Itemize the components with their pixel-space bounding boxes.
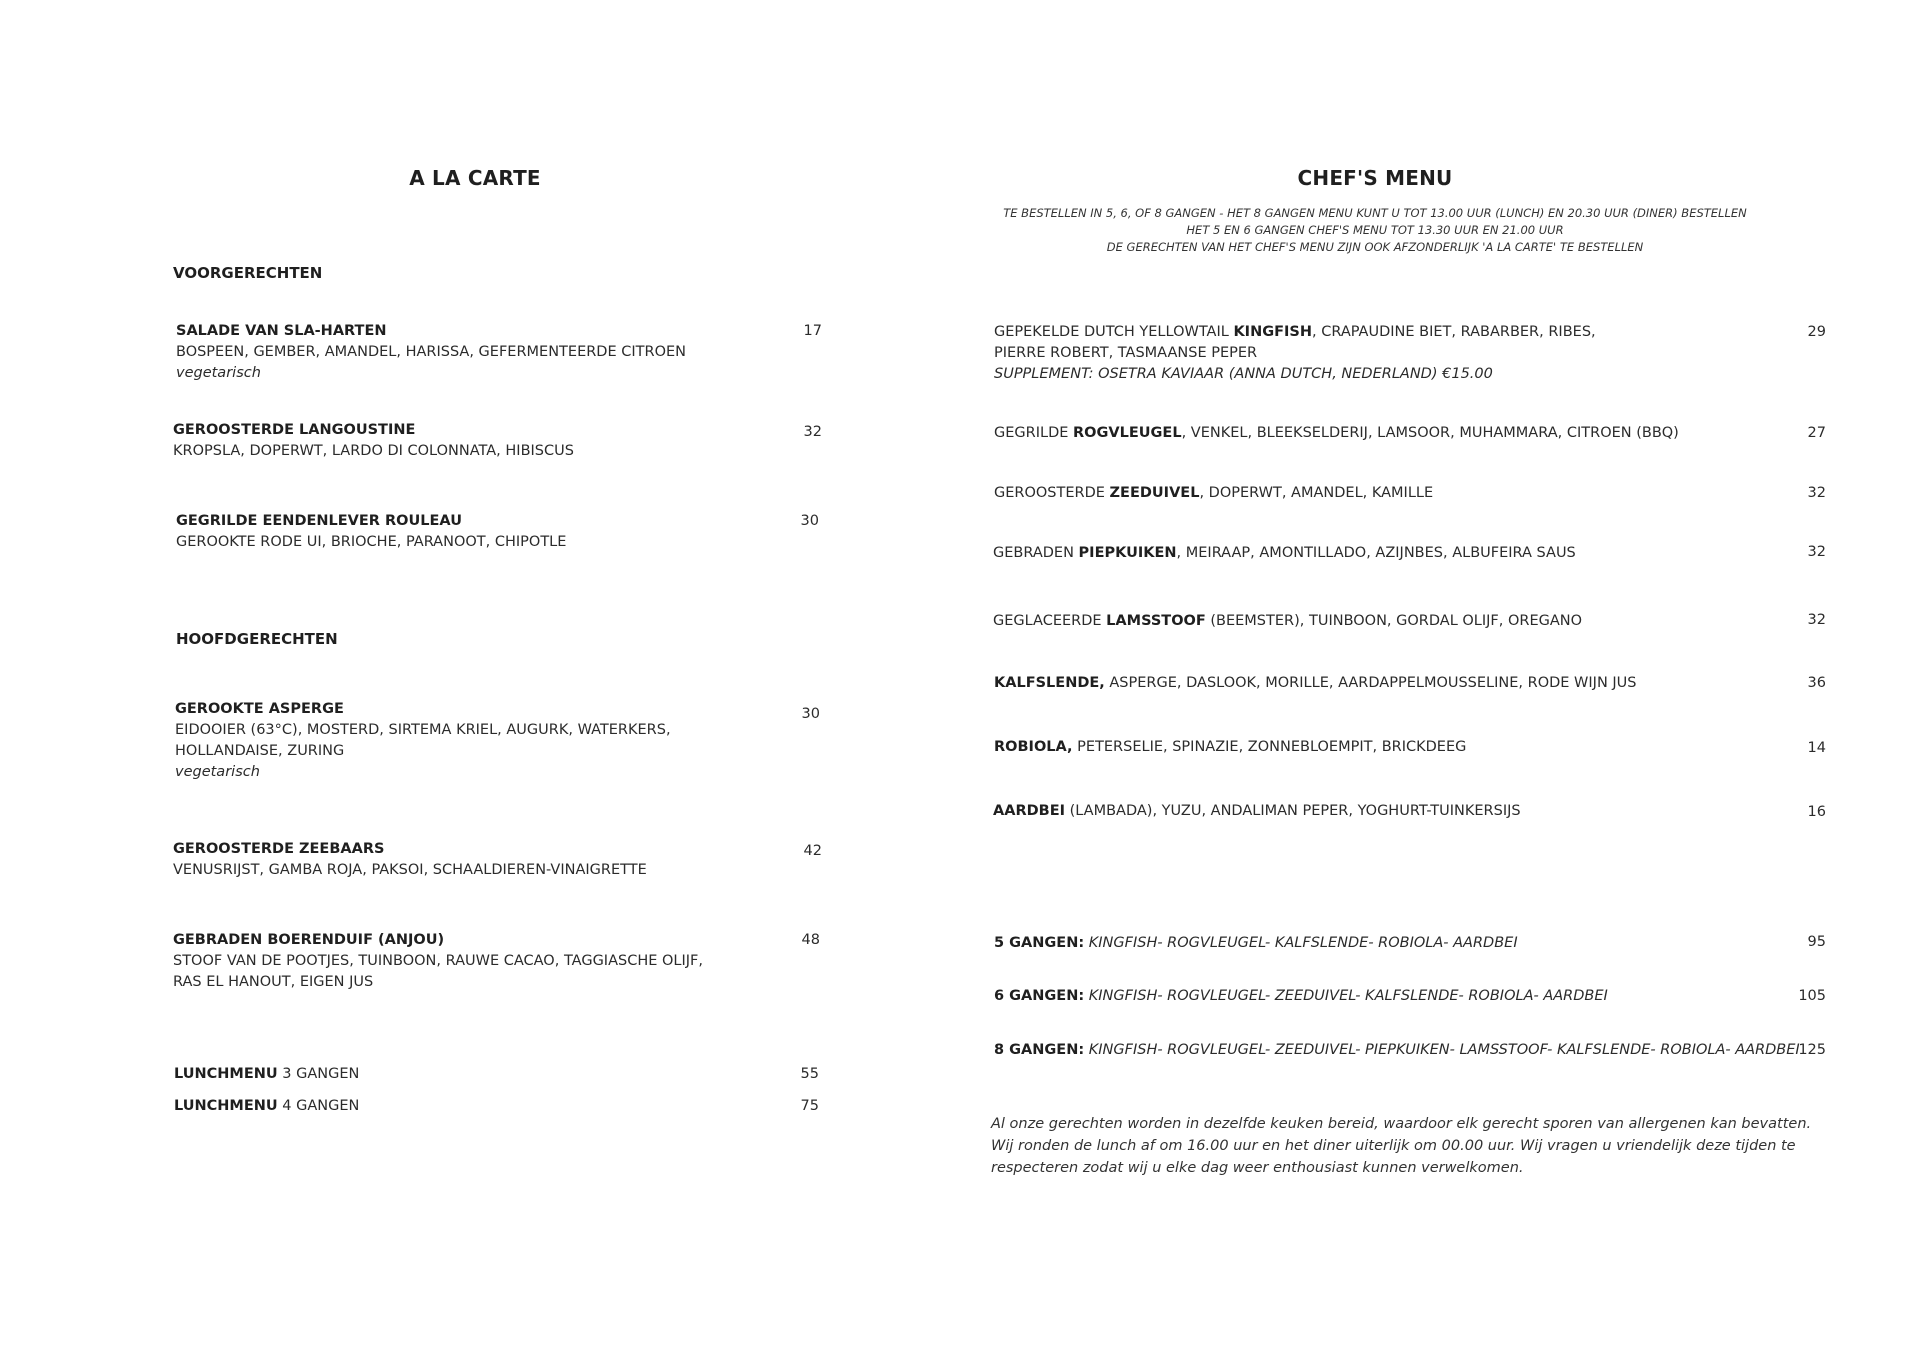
chefs-menu-notes [975,205,1775,256]
menu-item [993,543,1576,564]
dish-price: 27 [1807,425,1826,441]
menu-item [994,423,1679,444]
dish-name: GEROOKTE ASPERGE [175,701,344,717]
lunch-label: LUNCHMENU [174,1066,278,1082]
course-price: 95 [1807,934,1826,950]
dish-price: 17 [803,323,822,339]
dish-description: PIERRE ROBERT, TASMAANSE PEPER [994,345,1258,361]
menu-item [176,321,686,384]
dish-supplement: SUPPLEMENT: OSETRA KAVIAAR (ANNA DUTCH, NEDERLAND) €15.00 [994,366,1493,382]
lunch-price: 55 [800,1066,819,1082]
footer-line: respecteren zodat wij u elke dag weer enthousiast kunnen verwelkomen. [991,1160,1524,1176]
note-line: DE GERECHTEN VAN HET CHEF'S MENU ZIJN OOK AFZONDERLIJK 'A LA CARTE' TE BESTELLEN [1106,240,1644,254]
footer-line: Al onze gerechten worden in dezelfde keuken bereid, waardoor elk gerecht sporen van allergenen kan bevatten. [991,1116,1812,1132]
lunch-label: LUNCHMENU [174,1098,278,1114]
dish-price: 30 [800,513,819,529]
voorgerechten-heading: VOORGERECHTEN [173,264,323,282]
course-price: 125 [1798,1042,1826,1058]
menu-item [173,420,574,462]
dish-text: , DOPERWT, AMANDEL, KAMILLE [1199,485,1434,501]
dish-text: , CRAPAUDINE BIET, RABARBER, RIBES, [1311,324,1596,340]
footer-line: Wij ronden de lunch af om 16.00 uur en het diner uiterlijk om 00.00 uur. Wij vragen u vriendelijk deze tijden te [991,1138,1796,1154]
menu-item [993,611,1582,632]
dish-name: GEGRILDE EENDENLEVER ROULEAU [176,513,462,529]
course-label: 8 GANGEN: [994,1042,1085,1058]
menu-item [173,839,647,881]
dish-text: (BEEMSTER), TUINBOON, GORDAL OLIJF, OREGANO [1205,613,1583,629]
dish-price: 14 [1807,740,1826,756]
dish-description: GEROOKTE RODE UI, BRIOCHE, PARANOOT, CHIPOTLE [176,534,567,550]
a-la-carte-title: A LA CARTE [409,166,541,190]
dish-price: 32 [1807,612,1826,628]
dish-text: PETERSELIE, SPINAZIE, ZONNEBLOEMPIT, BRICKDEEG [1072,739,1467,755]
dish-description: BOSPEEN, GEMBER, AMANDEL, HARISSA, GEFERMENTEERDE CITROEN [176,344,686,360]
menu-item [175,699,671,783]
dish-description: STOOF VAN DE POOTJES, TUINBOON, RAUWE CACAO, TAGGIASCHE OLIJF, [173,953,704,969]
lunch-courses: 3 GANGEN [277,1066,360,1082]
dish-name: GEROOSTERDE ZEEBAARS [173,841,385,857]
dish-tag: vegetarisch [175,764,260,780]
dish-text: , MEIRAAP, AMONTILLADO, AZIJNBES, ALBUFEIRA SAUS [1176,545,1576,561]
chefs-menu-title: CHEF'S MENU [1297,166,1453,190]
menu-item [994,322,1596,385]
dish-text: , VENKEL, BLEEKSELDERIJ, LAMSOOR, MUHAMMARA, CITROEN (BBQ) [1181,425,1679,441]
menu-item [994,737,1466,758]
course-menu [994,986,1608,1007]
dish-text: GEROOSTERDE [994,485,1110,501]
dish-text: GEGRILDE [994,425,1073,441]
allergen-footer [991,1113,1851,1179]
dish-text: GEGLACEERDE [993,613,1107,629]
dish-highlight: KINGFISH [1233,324,1312,340]
menu-item [176,511,566,553]
dish-price: 30 [801,706,820,722]
course-label: 5 GANGEN: [994,935,1085,951]
dish-price: 32 [1807,485,1826,501]
dish-name: SALADE VAN SLA-HARTEN [176,323,387,339]
dish-price: 36 [1807,675,1826,691]
dish-price: 16 [1807,804,1826,820]
dish-price: 32 [803,424,822,440]
dish-description: HOLLANDAISE, ZURING [175,743,345,759]
note-line: TE BESTELLEN IN 5, 6, OF 8 GANGEN - HET 8 GANGEN MENU KUNT U TOT 13.00 UUR (LUNCH) EN 20.30 UUR (DINER) BESTELLEN [1003,206,1747,220]
dish-name: GEROOSTERDE LANGOUSTINE [173,422,416,438]
course-list: KINGFISH- ROGVLEUGEL- KALFSLENDE- ROBIOLA- AARDBEI [1084,935,1518,951]
menu-item [994,483,1433,504]
lunch-menu-item [174,1096,359,1117]
dish-text: GEBRADEN [993,545,1079,561]
course-menu [994,933,1518,954]
dish-description: RAS EL HANOUT, EIGEN JUS [173,974,374,990]
course-menu [994,1040,1800,1061]
dish-highlight: PIEPKUIKEN [1078,545,1177,561]
dish-name: GEBRADEN BOERENDUIF (ANJOU) [173,932,445,948]
dish-highlight: ROGVLEUGEL [1073,425,1182,441]
menu-item [994,673,1637,694]
lunch-menu-item [174,1064,359,1085]
dish-highlight: ZEEDUIVEL [1109,485,1200,501]
dish-tag: vegetarisch [176,365,261,381]
hoofdgerechten-heading: HOOFDGERECHTEN [176,630,338,648]
note-line: HET 5 EN 6 GANGEN CHEF'S MENU TOT 13.30 UUR EN 21.00 UUR [1186,223,1564,237]
dish-highlight: KALFSLENDE, [994,675,1105,691]
course-list: KINGFISH- ROGVLEUGEL- ZEEDUIVEL- PIEPKUIKEN- LAMSSTOOF- KALFSLENDE- ROBIOLA- AARDBEI [1084,1042,1800,1058]
dish-description: VENUSRIJST, GAMBA ROJA, PAKSOI, SCHAALDIEREN-VINAIGRETTE [173,862,647,878]
course-price: 105 [1798,988,1826,1004]
course-label: 6 GANGEN: [994,988,1085,1004]
dish-price: 48 [801,932,820,948]
dish-highlight: LAMSSTOOF [1106,613,1206,629]
lunch-price: 75 [800,1098,819,1114]
dish-description: EIDOOIER (63°C), MOSTERD, SIRTEMA KRIEL, AUGURK, WATERKERS, [175,722,671,738]
dish-highlight: AARDBEI [993,803,1065,819]
lunch-courses: 4 GANGEN [277,1098,360,1114]
dish-text: GEPEKELDE DUTCH YELLOWTAIL [994,324,1234,340]
menu-item [173,930,703,993]
course-list: KINGFISH- ROGVLEUGEL- ZEEDUIVEL- KALFSLENDE- ROBIOLA- AARDBEI [1084,988,1608,1004]
dish-price: 32 [1807,544,1826,560]
dish-price: 42 [803,843,822,859]
dish-price: 29 [1807,324,1826,340]
dish-description: KROPSLA, DOPERWT, LARDO DI COLONNATA, HIBISCUS [173,443,574,459]
dish-text: ASPERGE, DASLOOK, MORILLE, AARDAPPELMOUSSELINE, RODE WIJN JUS [1104,675,1637,691]
dish-highlight: ROBIOLA, [994,739,1073,755]
menu-item [993,801,1521,822]
dish-line [994,322,1596,343]
dish-text: (LAMBADA), YUZU, ANDALIMAN PEPER, YOGHURT-TUINKERSIJS [1065,803,1521,819]
